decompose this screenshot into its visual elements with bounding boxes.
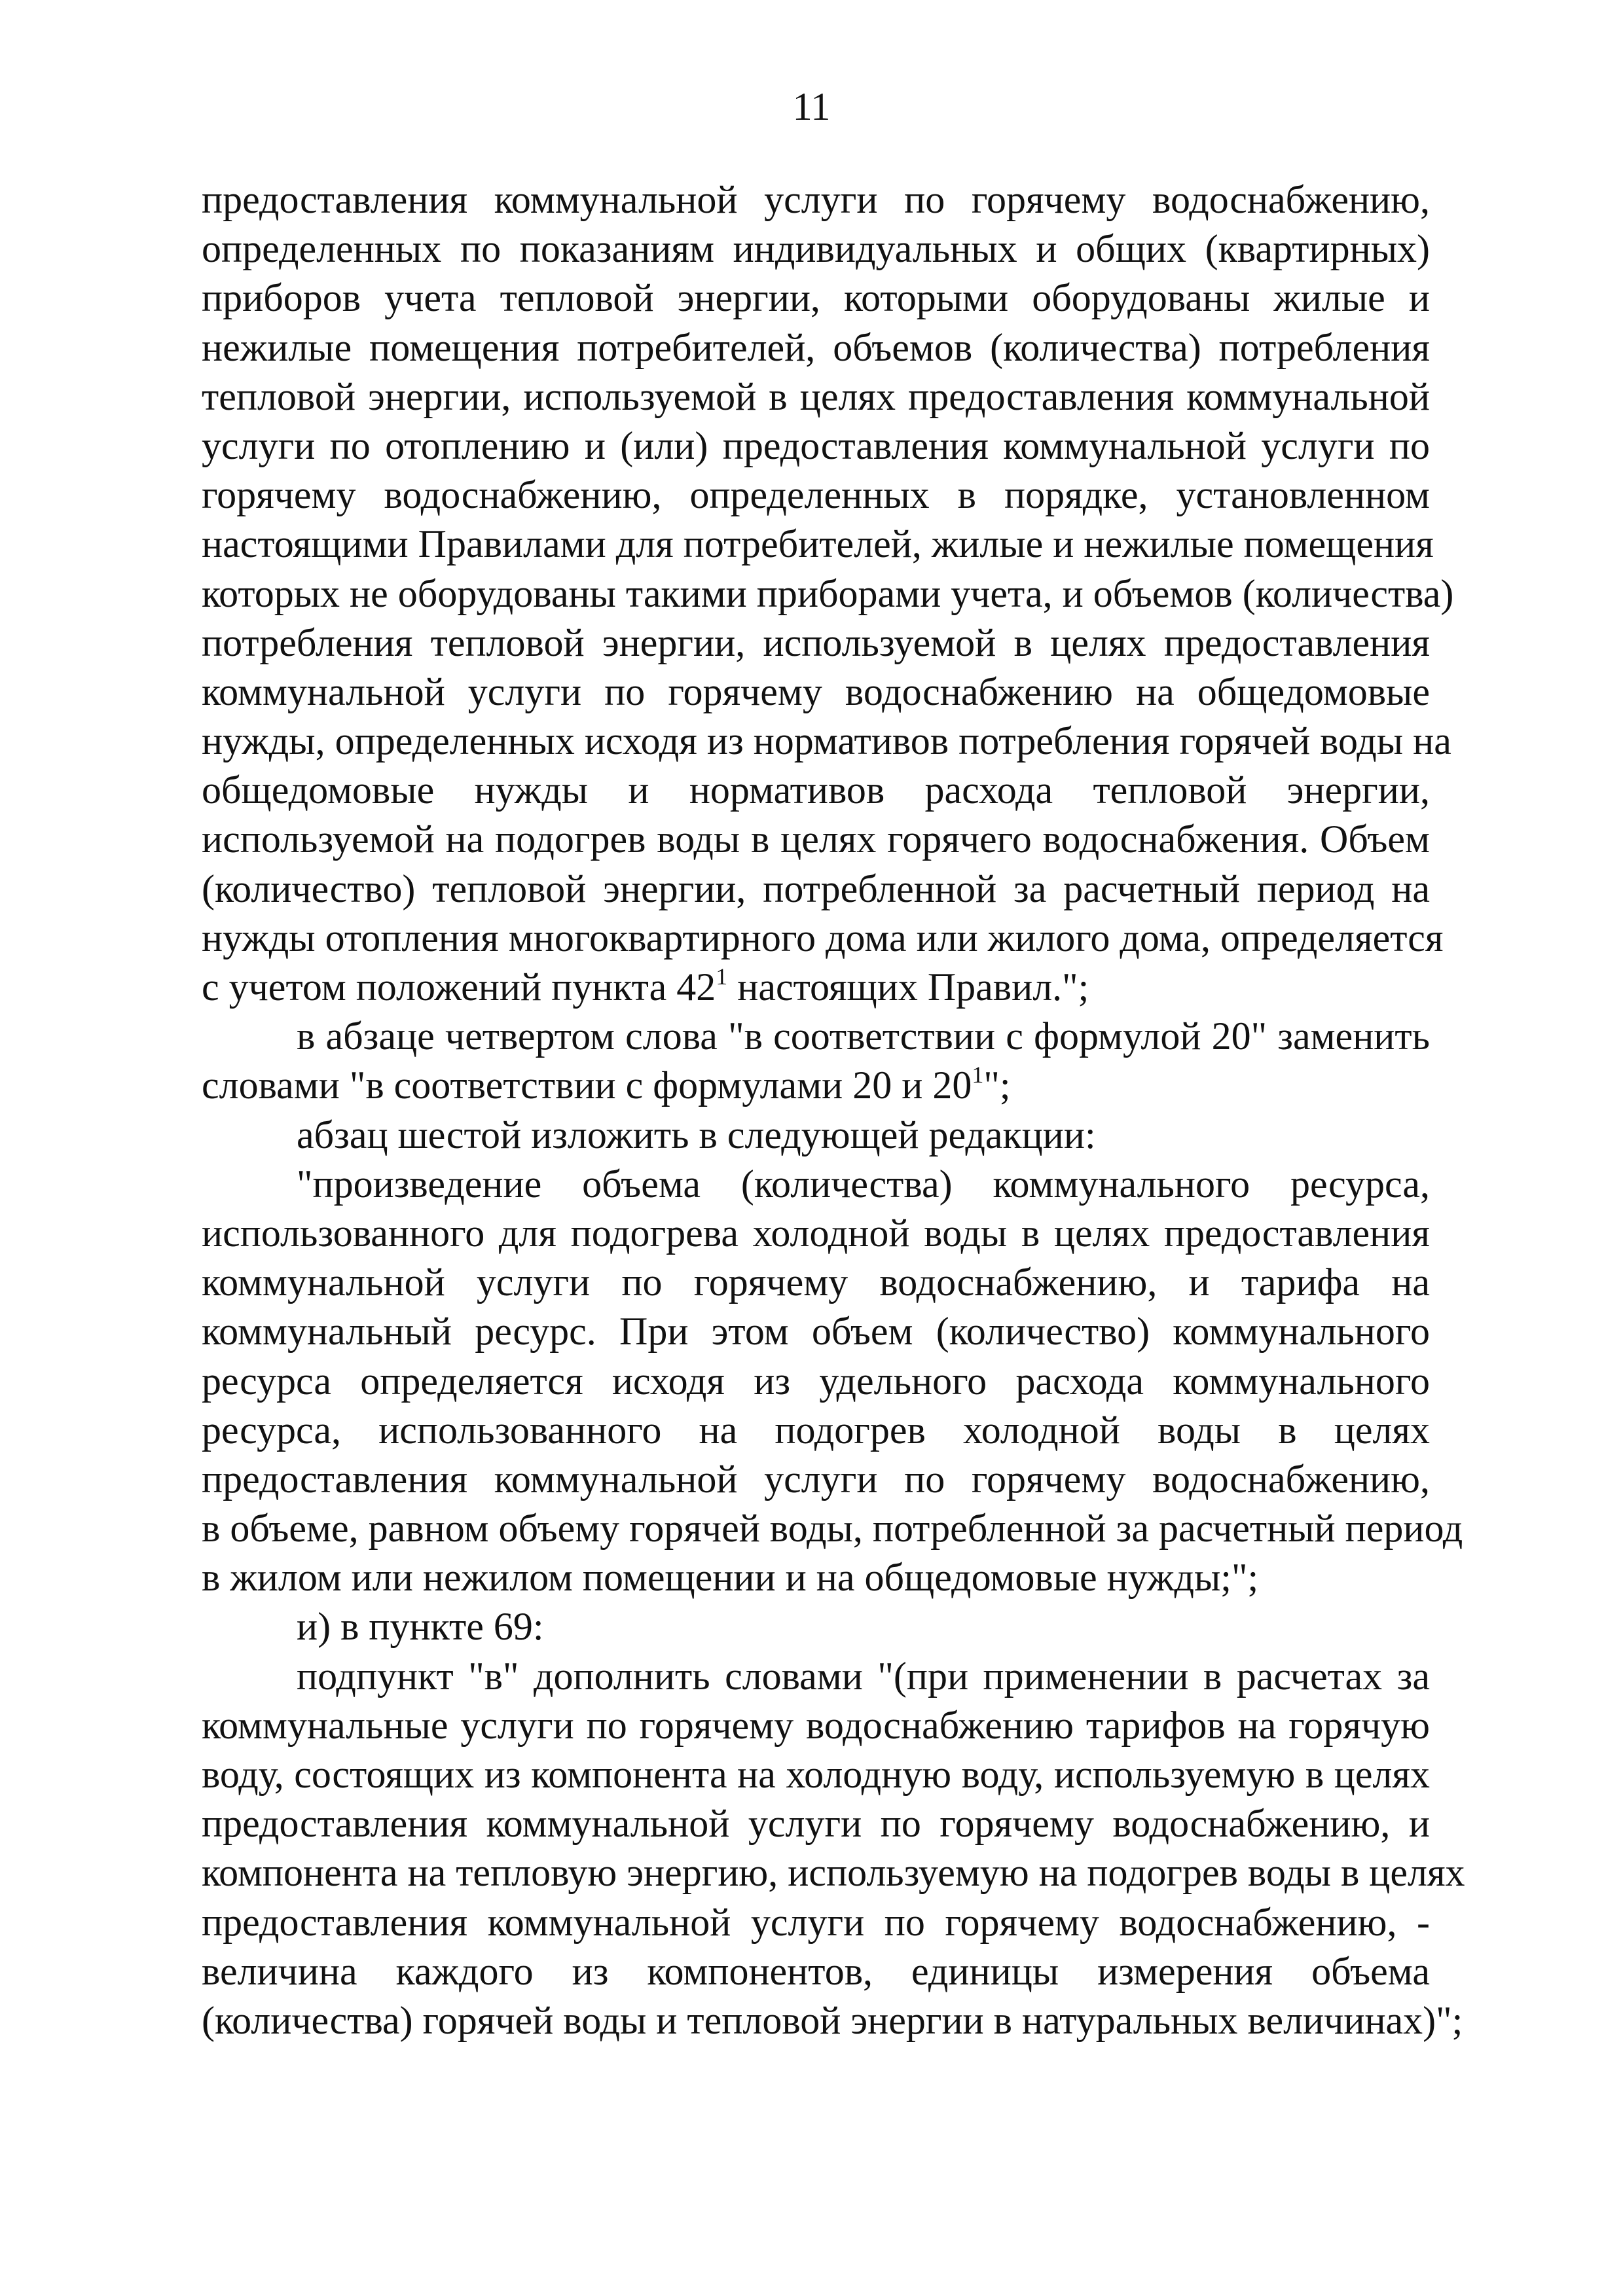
text-line: компонента на тепловую энергию, используемую на подогрев воды в целях — [202, 1851, 1465, 1895]
line-text: с учетом положений пункта 42 — [202, 965, 716, 1009]
line-text: настоящих Правил."; — [727, 965, 1089, 1009]
superscript: 1 — [716, 963, 728, 990]
superscript: 1 — [972, 1062, 984, 1088]
text-line: коммунальной услуги по горячему водоснабжению, и тарифа на — [202, 1261, 1430, 1304]
text-line: коммунальной услуги по горячему водоснабжению на общедомовые — [202, 670, 1430, 713]
text-line: величина каждого из компонентов, единицы измерения объема — [202, 1949, 1430, 1993]
text-line: горячему водоснабжению, определенных в порядке, установленном — [202, 473, 1430, 517]
text-line: предоставления коммунальной услуги по горячему водоснабжению, - — [202, 1900, 1430, 1944]
text-line: в объеме, равном объему горячей воды, потребленной за расчетный период — [202, 1507, 1463, 1551]
text-line: воду, состоящих из компонента на холодную воду, используемую в целях — [202, 1753, 1430, 1796]
text-line: общедомовые нужды и нормативов расхода тепловой энергии, — [202, 768, 1430, 812]
text-line: предоставления коммунальной услуги по горячему водоснабжению, и — [202, 1802, 1430, 1846]
text-line: услуги по отоплению и (или) предоставления коммунальной услуги по — [202, 423, 1430, 467]
text-line: (количество) тепловой энергии, потребленной за расчетный период на — [202, 867, 1430, 910]
text-line: нужды, определенных исходя из нормативов потребления горячей воды на — [202, 719, 1451, 763]
text-line: тепловой энергии, используемой в целях предоставления коммунальной — [202, 374, 1430, 418]
text-line: ресурса определяется исходя из удельного расхода коммунального — [202, 1359, 1430, 1403]
page-number: 11 — [792, 85, 831, 128]
text-line: используемой на подогрев воды в целях горячего водоснабжения. Объем — [202, 817, 1430, 861]
text-line-pункт-42 — [202, 963, 1430, 1012]
text-line: потребления тепловой энергии, используемой в целях предоставления — [202, 620, 1430, 664]
line-text: "; — [983, 1064, 1011, 1107]
paragraph-abzac-4: в абзаце четвертом слова "в соответствии с формулой 20" заменить — [297, 1014, 1430, 1058]
text-line: ресурса, использованного на подогрев холодной воды в целях — [202, 1408, 1430, 1452]
line-text: словами "в соответствии с формулами 20 и 20 — [202, 1064, 972, 1107]
text-line: предоставления коммунальной услуги по горячему водоснабжению, — [202, 178, 1430, 221]
paragraph-abzac-6: абзац шестой изложить в следующей редакции: — [297, 1113, 1096, 1157]
text-line: предоставления коммунальной услуги по горячему водоснабжению, — [202, 1457, 1430, 1501]
text-line: которых не оборудованы такими приборами учета, и объемов (количества) — [202, 571, 1454, 615]
text-line: коммунальный ресурс. При этом объем (количество) коммунального — [202, 1310, 1430, 1354]
document-body — [202, 175, 1465, 2045]
text-line: (количества) горячей воды и тепловой энергии в натуральных величинах)"; — [202, 1998, 1463, 2042]
text-line: приборов учета тепловой энергии, которыми оборудованы жилые и — [202, 276, 1430, 320]
text-line-formulas — [202, 1061, 1430, 1110]
item-i: и) в пункте 69: — [297, 1605, 544, 1649]
text-line: коммунальные услуги по горячему водоснабжению тарифов на горячую — [202, 1703, 1430, 1747]
text-line: определенных по показаниям индивидуальных и общих (квартирных) — [202, 227, 1430, 271]
text-line: в жилом или нежилом помещении и на общедомовые нужды;"; — [202, 1556, 1259, 1600]
text-line: использованного для подогрева холодной воды в целях предоставления — [202, 1211, 1430, 1255]
subitem-first-line: подпункт "в" дополнить словами "(при применении в расчетах за — [297, 1654, 1430, 1698]
text-line: нежилые помещения потребителей, объемов (количества) потребления — [202, 325, 1430, 369]
text-line: нужды отопления многоквартирного дома или жилого дома, определяется — [202, 916, 1444, 960]
text-line: настоящими Правилами для потребителей, жилые и нежилые помещения — [202, 522, 1434, 566]
quote-first-line: "произведение объема (количества) коммунального ресурса, — [297, 1162, 1430, 1206]
